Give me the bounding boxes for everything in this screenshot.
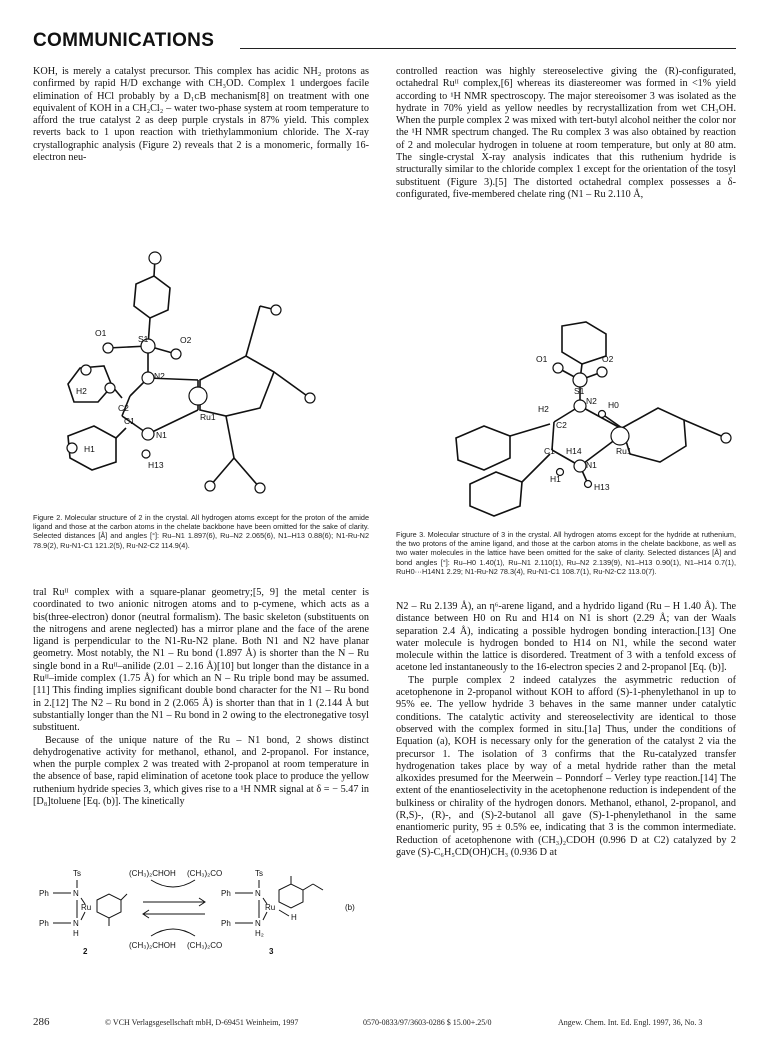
- atom-label: H2: [538, 404, 549, 414]
- reagent-label: (CH₃)₂CHOH: [129, 869, 176, 878]
- ru-label: Ru: [265, 903, 276, 912]
- ph-label: Ph: [39, 889, 49, 898]
- figure-3-molecular-structure: [440, 320, 740, 530]
- reagent-label: (CH₃)₂CHOH: [129, 941, 176, 950]
- compound-2-label: 2: [83, 947, 88, 956]
- ph-label: Ph: [221, 919, 231, 928]
- figure-2-molecular-structure: [50, 248, 350, 516]
- ts-label: Ts: [255, 869, 263, 878]
- right-column-bottom-text: [396, 601, 736, 859]
- compound-3-label: 3: [269, 947, 274, 956]
- scheme-drawing: [33, 862, 369, 982]
- n-label: N: [255, 889, 261, 898]
- figure-3-drawing: [440, 320, 740, 530]
- n-label: N: [73, 919, 79, 928]
- atom-label: O2: [180, 335, 192, 345]
- atom-label: S1: [138, 334, 149, 344]
- paragraph: controlled reaction was highly stereoselective giving the (R)-configurated, octahedral Ruᴵᴵ complex,[6] whereas its diastereomer was formed in <1% yield according to ¹H NMR spectroscopy. The major stereoisomer 3 was isolated as the hydrate in 70% yield as yellow needles by recrystallization from wet CH₃OH. When the purple complex 2 was mixed with tert-butyl alcohol neither the color nor the ¹H NMR spectrum changed. The Ru complex 3 was also obtained by reaction of 2 and molecular hydrogen in toluene at room temperature, but only at 80 atm. The single-crystal X-ray analysis indicates that this ruthenium hydride is structurally similar to the chloride complex 1 except for the orientation of the tosyl substituent (Figure 3).[5] The distorted octahedral complex possesses a δ-configurated, five-membered chelate ring (N1 – Ru 2.110 Å,: [396, 66, 736, 200]
- right-column-top-text: [396, 66, 736, 201]
- atom-label: H0: [608, 400, 619, 410]
- header-rule: [240, 48, 736, 49]
- atom-label: O1: [95, 328, 107, 338]
- atom-label: O2: [602, 354, 614, 364]
- n-label: N: [73, 889, 79, 898]
- atom-label: C2: [556, 420, 567, 430]
- ph-label: Ph: [39, 919, 49, 928]
- reagent-label: (CH₃)₂CO: [187, 941, 223, 950]
- atom-label: H1: [550, 474, 561, 484]
- section-title: COMMUNICATIONS: [33, 30, 215, 51]
- atom-label: H2: [76, 386, 87, 396]
- paragraph: KOH, is merely a catalyst precursor. This complex has acidic NH₂ protons as confirmed by rapid H/D exchange with CH₃OD. Complex 1 undergoes facile elimination of HCl probably by a D₁ᴄB mechanism[8] on treatment with one equivalent of KOH in a CH₂Cl₂ – water two-phase system at room temperature to afford the true catalyst 2 as deep purple crystals in 87% yield. This complex reverts back to 1 upon reaction with triethylammonium chloride. The X-ray crystallographic analysis (Figure 2) reveals that 2 is a monomeric, formally 16-electron neu-: [33, 66, 369, 164]
- ts-label: Ts: [73, 869, 81, 878]
- atom-label: Ru1: [200, 412, 216, 422]
- h-label: H: [291, 913, 297, 922]
- atom-label: S1: [574, 386, 585, 396]
- paragraph: The purple complex 2 indeed catalyzes the asymmetric reduction of acetophenone in 2-propanol without KOH to afford (S)-1-phenylethanol in up to 95% ee. The yellow hydride 3 behaves in the same manner under catalytic conditions. The catalytic activity and stereoselectivity are identical to those observed with the complex formed in situ.[1a] Thus, under the conditions of Equation (a), KOH is necessary only for the generation of the catalyst 2 via the precursor 1. The isolation of 3 confirms that the Ru-catalyzed transfer hydrogenation takes place by way of a metal hydride rather than the metal alkoxides presumed for the Meerwein – Ponndorf – Verley type reaction.[14] The extent of the enantioselectivity in the acetophenone reduction is independent of the bulkiness or chirality of the hydrogen donors. Methanol, ethanol, 2-propanol, and (R,S)-, (R)-, and (S)-2-butanol all gave (S)-1-phenylethanol in the same enantiomeric purity, 95 ± 0.5% ee, indicating that 3 is the common intermediate. Reduction of acetophenone with (CH₃)₂CDOH (0.996 D at C2) catalyzed by 2 gave (S)-C₆H₅CD(OH)CH₃ (0.936 D at: [396, 674, 736, 858]
- page-header: [33, 26, 736, 60]
- atom-label: O1: [536, 354, 548, 364]
- paragraph: tral Ruᴵᴵ complex with a square-planar geometry;[5, 9] the metal center is coordinated to two anionic nitrogen atoms and to p-cymene, which acts as a bis(three-electron) donor (neutral formalism). The basic skeleton (substituents on the nitrogens and arene neglected) has a mirror plane and the face of the arene ligand is perpendicular to the N1-Ru-N2 plane. Both N1 and N2 have planar geometry. Most notably, the N1 – Ru bond (1.897 Å) is shorter than the N – Ru single bond in a Ruᴵᴵ–anilide (2.01 – 2.16 Å)[10] but longer than the distance in a Ruᴵᴵ–imide complex (1.75 Å) for which an N – Ru triple bond may be assumed.[11] This finding implies significant double bond character for the N1 – Ru bond in 2.[12] The N2 – Ru bond in 2 (2.065 Å) is shorter than that in 1 (2.144 Å but substantially longer than the N1 – Ru bond in 2 owing to the electronegative tosyl substituent.: [33, 587, 369, 734]
- ru-label: Ru: [81, 903, 92, 912]
- figure-2-drawing: [50, 248, 350, 516]
- atom-label: Ru1: [616, 446, 632, 456]
- equation-label: (b): [345, 903, 355, 912]
- atom-label: N2: [154, 371, 165, 381]
- atom-label: H13: [148, 460, 164, 470]
- h-label: H: [73, 929, 79, 938]
- journal-citation: Angew. Chem. Int. Ed. Engl. 1997, 36, No. 3: [558, 1018, 703, 1027]
- figure-3-caption: Figure 3. Molecular structure of 3 in the crystal. All hydrogen atoms except for the hydride at ruthenium, the two protons of the amine ligand, and those at the carbon atoms in the chelate backbone, as well as two water molecules in the lattice have been omitted for the sake of clarity. Selected distances [Å] and bond angles [°]: Ru–H0 1.40(1), Ru–N1 2.110(1), Ru–N2 2.139(9), N1–H13 0.90(1), N1–H14 0.7(1), RuH0···H14N1 2.29; N1-Ru-N2 78.3(4), Ru-N1-C1 108.7(1), Ru-N2-C2 113.0(7).: [396, 530, 736, 576]
- article-code: 0570-0833/97/3603-0286 $ 15.00+.25/0: [363, 1018, 492, 1027]
- reagent-label: (CH₃)₂CO: [187, 869, 223, 878]
- atom-label: N1: [586, 460, 597, 470]
- atom-label: C1: [544, 446, 555, 456]
- atom-label: H1: [84, 444, 95, 454]
- atom-label: H14: [566, 446, 582, 456]
- atom-label: N2: [586, 396, 597, 406]
- figure-2-caption: Figure 2. Molecular structure of 2 in the crystal. All hydrogen atoms except for the proton of the amide ligand and those at the carbon atoms in the chelate backbone have been omitted for the sake of clarity. Selected distances [Å] and angles [°]: Ru–N1 1.897(6), Ru–N2 2.065(6), N1–H13 0.88(6); N1-Ru-N2 78.9(2), Ru-N1-C1 121.2(5), Ru-N2-C2 114.9(4).: [33, 513, 369, 550]
- paragraph: N2 – Ru 2.139 Å), an η⁶-arene ligand, and a hydrido ligand (Ru – H 1.40 Å). The distance between H0 on Ru and H14 on N1 is short (2.29 Å; van der Waals separation 2.4 Å), indicating a possible hydrogen bonding interaction.[13] One water molecule is hydrogen bonded to H14 on N1, while the second water molecule within the lattice is disordered. Treatment of 3 with a tenfold excess of acetone led instantaneously to the 16-electron species 2 and 2-propanol [Eq. (b)].: [396, 601, 736, 674]
- ph-label: Ph: [221, 889, 231, 898]
- atom-label: H13: [594, 482, 610, 492]
- page-number: 286: [33, 1016, 50, 1028]
- left-column-top-text: [33, 66, 369, 164]
- publisher-line: © VCH Verlagsgesellschaft mbH, D-69451 Weinheim, 1997: [105, 1018, 299, 1027]
- atom-label: C2: [118, 403, 129, 413]
- atom-label: N1: [156, 430, 167, 440]
- h2-label: H₂: [255, 929, 264, 938]
- n-label: N: [255, 919, 261, 928]
- atom-label: C1: [124, 416, 135, 426]
- paragraph: Because of the unique nature of the Ru – N1 bond, 2 shows distinct dehydrogenative activity for methanol, ethanol, and 2-propanol. For instance, when the purple complex 2 was treated with 2-propanol at room temperature in the absence of base, rapid elimination of acetone took place to produce the yellow ruthenium hydride species 3, which gives rise to a ¹H NMR signal at δ = − 5.47 in [D₈]toluene [Eq. (b)]. The kinetically: [33, 734, 369, 808]
- left-column-bottom-text: [33, 587, 369, 808]
- page-footer: [33, 1018, 736, 1032]
- reaction-scheme-b: [33, 862, 369, 982]
